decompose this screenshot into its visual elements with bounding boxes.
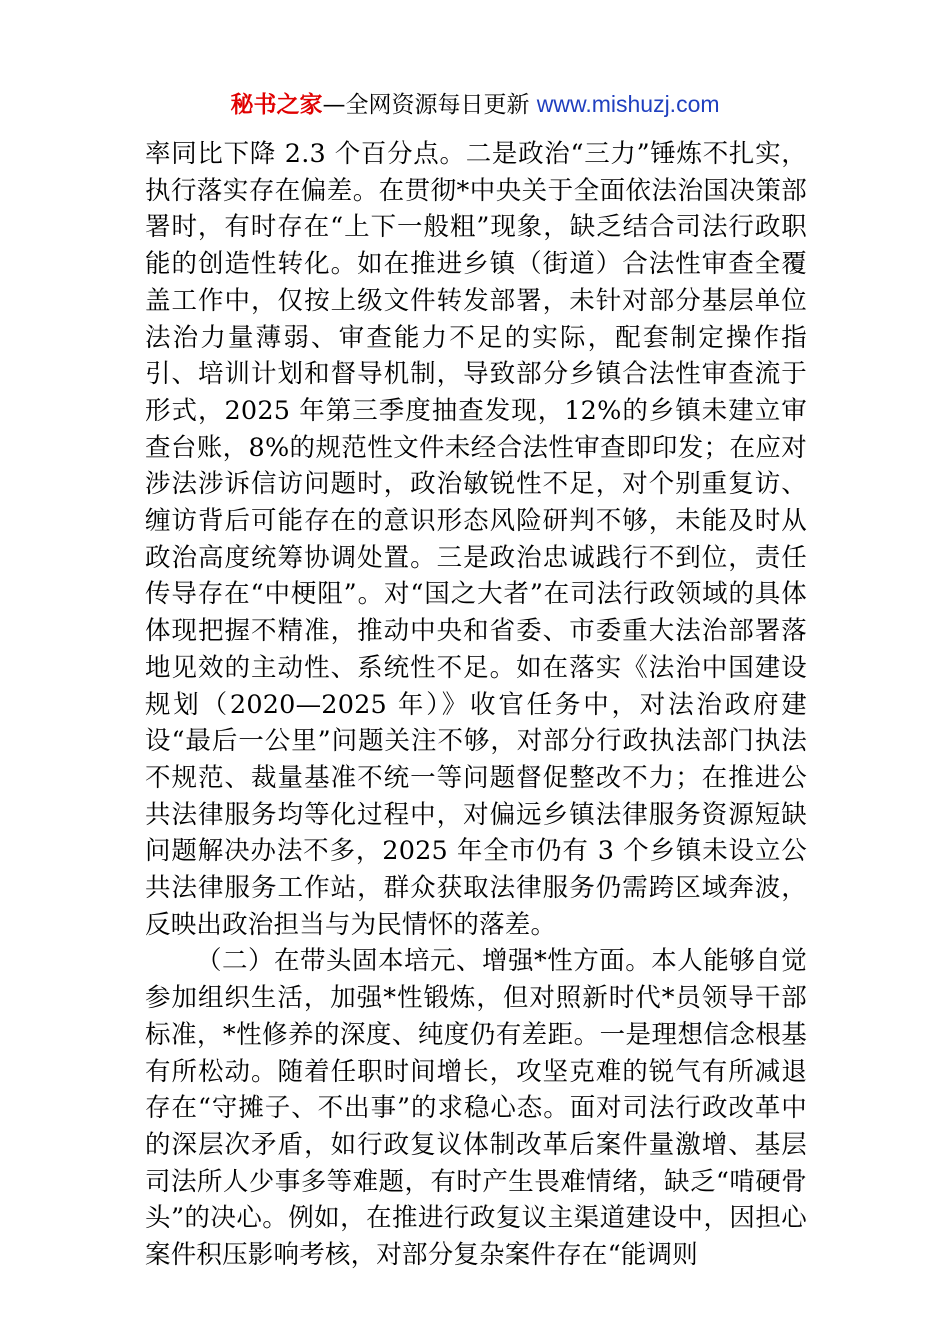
- website-url: www.mishuzj.com: [536, 91, 720, 117]
- brand-name: 秘书之家: [230, 92, 323, 118]
- document-body: [145, 136, 807, 1274]
- page-header: [0, 86, 950, 123]
- header-slogan: —全网资源每日更新: [322, 92, 537, 118]
- paragraph-continued: 率同比下降 2.3 个百分点。二是政治“三力”锤炼不扎实，执行落实存在偏差。在贯彻*中央关于全面依法治国决策部署时，有时存在“上下一般粗”现象，缺乏结合司法行政职能的创造性转化。如在推进乡镇（街道）合法性审查全覆盖工作中，仅按上级文件转发部署，未针对部分基层单位法治力量薄弱、审查能力不足的实际，配套制定操作指引、培训计划和督导机制，导致部分乡镇合法性审查流于形式，2025 年第三季度抽查发现，12%的乡镇未建立审查台账，8%的规范性文件未经合法性审查即印发；在应对涉法涉诉信访问题时，政治敏锐性不足，对个别重复访、缠访背后可能存在的意识形态风险研判不够，未能及时从政治高度统筹协调处置。三是政治忠诚践行不到位，责任传导存在“中梗阻”。对“国之大者”在司法行政领域的具体体现把握不精准，推动中央和省委、市委重大法治部署落地见效的主动性、系统性不足。如在落实《法治中国建设规划（2020—2025 年）》收官任务中，对法治政府建设“最后一公里”问题关注不够，对部分行政执法部门执法不规范、裁量基准不统一等问题督促整改不力；在推进公共法律服务均等化过程中，对偏远乡镇法律服务资源短缺问题解决办法不多，2025 年全市仍有 3 个乡镇未设立公共法律服务工作站，群众获取法律服务仍需跨区域奔波，反映出政治担当与为民情怀的落差。: [145, 139, 807, 940]
- paragraph-section-two: （二）在带头固本培元、增强*性方面。本人能够自觉参加组织生活，加强*性锻炼，但对照新时代*员领导干部标准，*性修养的深度、纯度仍有差距。一是理想信念根基有所松动。随着任职时间增长，攻坚克难的锐气有所减退存在“守摊子、不出事”的求稳心态。面对司法行政改革中的深层次矛盾，如行政复议体制改革后案件量激增、基层司法所人少事多等难题，有时产生畏难情绪，缺乏“啃硬骨头”的决心。例如，在推进行政复议主渠道建设中，因担心案件积压影响考核，对部分复杂案件存在“能调则: [145, 946, 807, 1271]
